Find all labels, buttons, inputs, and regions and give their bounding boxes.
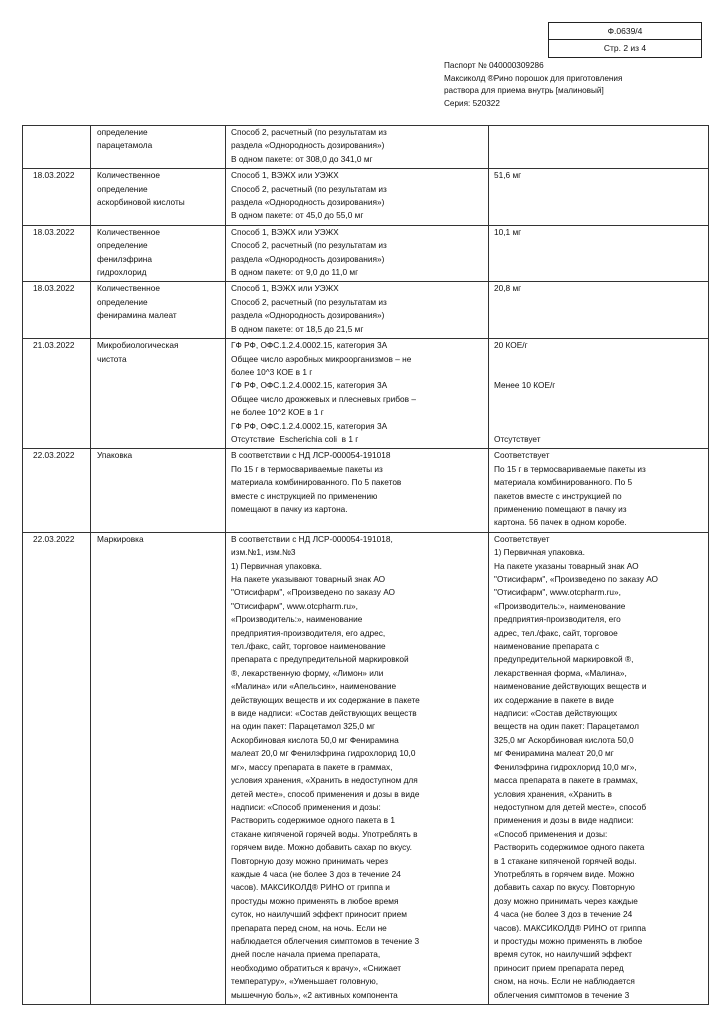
method-line: часов). МАКСИКОЛД® РИНО от гриппа и [231, 882, 390, 893]
test-name-cell [91, 339, 226, 449]
result-cell [489, 169, 709, 226]
result-cell [489, 282, 709, 339]
method-line: надписи: «Способ применения и дозы: [231, 801, 381, 812]
result-line: часов). МАКСИКОЛД® РИНО от гриппа [494, 922, 646, 933]
test-name-cell [91, 532, 226, 1004]
date-cell [23, 532, 91, 1004]
result-line [494, 419, 705, 432]
result-cell [489, 126, 709, 169]
result-line: Отсутствует [494, 433, 541, 444]
method-line: наблюдается облегчения симптомов в течение 3 [231, 935, 420, 946]
test-name-line: гидрохлорид [97, 267, 147, 278]
result-line: «Производитель:», наименование [494, 600, 626, 611]
method-line: На пакете указывают товарный знак АО [231, 574, 386, 584]
result-line: время суток, но наилучший эффект [494, 949, 632, 960]
method-line: простуды можно применять в любое время [231, 895, 399, 906]
test-name-cell [91, 126, 226, 169]
test-name-cell [91, 282, 226, 339]
result-line: пакетов вместе с инструкцией по [494, 490, 622, 501]
method-line: предприятия-производителя, его адрес, [231, 627, 386, 638]
result-cell [489, 339, 709, 449]
result-line: 20,8 мг [494, 283, 522, 294]
result-line: наименование препарата с [494, 641, 600, 652]
method-line: Способ 1, ВЭЖХ или УЭЖХ [231, 170, 339, 181]
method-line: раздела «Однородность дозирования») [231, 140, 385, 151]
result-line: "Отисифарм", «Произведено по заказу АО [494, 574, 659, 584]
result-line: предприятия-производителя, его [494, 614, 621, 625]
result-line: 10,1 мг [494, 226, 522, 237]
form-code-box [548, 22, 702, 58]
test-name-line: чистота [97, 353, 127, 364]
result-line: Растворить содержимое одного пакета [494, 842, 645, 853]
method-line: стакане кипяченой горячей воды. Употреблять в [231, 828, 418, 839]
method-line: раздела «Однородность дозирования») [231, 197, 385, 208]
test-name-line: Микробиологическая [97, 340, 179, 351]
method-cell [226, 282, 489, 339]
result-line: облегчения симптомов в течение 3 [494, 989, 630, 1000]
method-line: Аскорбиновая кислота 50,0 мг Фенирамина [231, 734, 399, 745]
method-line: дней после начала приема препарата, [231, 949, 381, 960]
result-line: масса препарата в пакете в граммах, [494, 775, 638, 786]
passport-number: Паспорт № 040000309286 [444, 61, 544, 70]
method-cell [226, 532, 489, 1004]
test-name-line: определение [97, 240, 148, 251]
result-line: Соответствует [494, 450, 550, 461]
test-name-line: определение [97, 183, 148, 194]
method-line: Способ 2, расчетный (по результатам из [231, 127, 387, 137]
test-name-line: парацетамола [97, 140, 153, 151]
result-line: применению помещают в пачку из [494, 503, 627, 514]
method-line: По 15 г в термосвариваемые пакеты из [231, 463, 383, 474]
method-line: ГФ РФ, ОФС.1.2.4.0002.15, категория 3А [231, 420, 388, 431]
result-line: недоступном для детей месте», способ [494, 801, 647, 812]
result-line: По 15 г в термосвариваемые пакеты из [494, 463, 646, 474]
method-line: детей месте», способ применения и дозы в виде [231, 788, 420, 799]
table-row [23, 339, 709, 449]
result-line: сном, на ночь. Если не наблюдается [494, 976, 635, 987]
method-cell [226, 339, 489, 449]
result-line: 1) Первичная упаковка. [494, 547, 585, 558]
result-line: веществ на один пакет: Парацетамол [494, 721, 639, 732]
result-line: «Способ применения и дозы: [494, 828, 608, 839]
method-line: Способ 1, ВЭЖХ или УЭЖХ [231, 226, 339, 237]
product-name-line-1: Максиколд ®Рино порошок для приготовления [444, 73, 623, 83]
date-text: 21.03.2022 [33, 340, 75, 351]
date-cell [23, 169, 91, 226]
method-line: Растворить содержимое одного пакета в 1 [231, 815, 395, 826]
method-line: Способ 2, расчетный (по результатам из [231, 240, 387, 251]
method-line: каждые 4 часа (не более 3 доз в течение 24 [231, 868, 401, 879]
date-cell [23, 126, 91, 169]
form-code: Ф.0639/4 [549, 23, 701, 40]
date-text: 18.03.2022 [33, 283, 75, 294]
method-line: ГФ РФ, ОФС.1.2.4.0002.15, категория 3А [231, 340, 388, 351]
method-line: ®, лекарственную форму, «Лимон» или [231, 667, 384, 678]
result-line [494, 353, 705, 366]
result-line: 325,0 мг Аскорбиновая кислота 50,0 [494, 734, 634, 745]
table-row [23, 225, 709, 282]
result-cell [489, 225, 709, 282]
table-row [23, 169, 709, 226]
result-line: лекарственная форма, «Малина», [494, 667, 627, 678]
method-line: «Производитель:», наименование [231, 614, 363, 625]
method-line: В одном пакете: от 18,5 до 21,5 мг [231, 323, 364, 334]
result-line: Соответствует [494, 533, 550, 544]
method-line: препарата перед сном, на ночь. Если не [231, 922, 387, 933]
result-line [494, 393, 705, 406]
method-line: изм.№1, изм.№3 [231, 547, 296, 558]
batch-series: Серия: 520322 [444, 98, 500, 108]
result-line: Менее 10 КОЕ/г [494, 380, 556, 391]
date-cell [23, 339, 91, 449]
date-text: 22.03.2022 [33, 533, 75, 544]
result-line: надписи: «Состав действующих [494, 708, 618, 719]
method-line: "Отисифарм", «Произведено по заказу АО [231, 587, 396, 598]
table-row [23, 126, 709, 169]
method-line: раздела «Однородность дозирования») [231, 253, 385, 264]
result-line: их содержание в пакете в виде [494, 694, 614, 705]
method-line: Повторную дозу можно принимать через [231, 855, 389, 866]
result-line: 51,6 мг [494, 170, 522, 181]
method-line: В одном пакете: от 45,0 до 55,0 мг [231, 210, 364, 221]
test-name-line: фенирамина малеат [97, 310, 177, 321]
test-name-cell [91, 169, 226, 226]
method-line: в виде надписи: «Состав действующих веществ [231, 708, 417, 719]
result-line: и простуды можно применять в любое [494, 935, 643, 946]
method-line: малеат 20,0 мг Фенилэфрина гидрохлорид 10,0 [231, 748, 416, 759]
method-line: необходимо обратиться к врачу», «Снижает [231, 962, 402, 973]
table-row [23, 282, 709, 339]
test-name-line: аскорбиновой кислоты [97, 197, 185, 208]
method-line: действующих веществ и их содержание в пакете [231, 694, 420, 705]
result-line [494, 366, 705, 379]
result-line: приносит прием препарата перед [494, 962, 624, 973]
method-line: В соответствии с НД ЛСР-000054-191018, [231, 533, 393, 544]
method-line: 1) Первичная упаковка. [231, 560, 322, 571]
table-row [23, 532, 709, 1004]
test-name-line: Упаковка [97, 450, 133, 461]
date-cell [23, 225, 91, 282]
method-line: более 10^3 КОЕ в 1 г [231, 366, 313, 377]
result-cell [489, 449, 709, 532]
result-cell [489, 532, 709, 1004]
method-line: на один пакет: Парацетамол 325,0 мг [231, 721, 376, 732]
result-line: Фенилэфрина гидрохлорид 10,0 мг», [494, 761, 637, 772]
method-line: Способ 1, ВЭЖХ или УЭЖХ [231, 283, 339, 294]
result-line: условия хранения, «Хранить в [494, 788, 612, 799]
test-name-line: Количественное [97, 283, 160, 294]
method-line: препарата с предупредительной маркировкой [231, 654, 409, 665]
result-line: 20 КОЕ/г [494, 340, 528, 351]
date-cell [23, 449, 91, 532]
method-line: Общее число дрожжевых и плесневых грибов – [231, 393, 416, 404]
result-line: 4 часа (не более 3 доз в течение 24 [494, 909, 633, 920]
table-row [23, 449, 709, 532]
method-line: В одном пакете: от 308,0 до 341,0 мг [231, 153, 373, 164]
test-name-line: Количественное [97, 170, 160, 181]
result-line: адрес, тел./факс, сайт, торговое [494, 627, 618, 638]
test-name-cell [91, 225, 226, 282]
method-line: "Отисифарм", www.otcpharm.ru», [231, 600, 358, 611]
method-line: мышечную боль», «2 активных компонента [231, 989, 398, 1000]
test-name-line: Маркировка [97, 533, 144, 544]
date-cell [23, 282, 91, 339]
method-line: Отсутствие Escherichia coli в 1 г [231, 433, 359, 444]
method-cell [226, 169, 489, 226]
test-name-cell [91, 449, 226, 532]
method-cell [226, 449, 489, 532]
method-line: Способ 2, расчетный (по результатам из [231, 296, 387, 307]
method-line: Способ 2, расчетный (по результатам из [231, 183, 387, 194]
date-text: 18.03.2022 [33, 226, 75, 237]
passport-header [444, 60, 622, 110]
method-cell [226, 126, 489, 169]
result-line: мг Фенирамина малеат 20,0 мг [494, 748, 614, 759]
test-results-table [22, 125, 709, 1005]
method-line: температуру», «Уменьшает головную, [231, 976, 379, 987]
result-line: "Отисифарм", www.otcpharm.ru», [494, 587, 621, 598]
result-line [494, 406, 705, 419]
method-line: «Малина» или «Апельсин», наименование [231, 681, 397, 692]
method-line: помещают в пачку из картона. [231, 503, 348, 514]
test-name-line: определение [97, 127, 148, 137]
result-line: На пакете указаны товарный знак АО [494, 560, 639, 571]
result-line: наименование действующих веществ и [494, 681, 647, 692]
method-line: мг», массу препарата в пакете в граммах, [231, 761, 393, 772]
result-line: применения и дозы в виде надписи: [494, 815, 634, 826]
result-line: добавить сахар по вкусу. Повторную [494, 882, 635, 893]
test-name-line: определение [97, 296, 148, 307]
date-text: 22.03.2022 [33, 450, 75, 461]
page-number: Стр. 2 из 4 [603, 43, 647, 53]
method-line: горячем виде. Можно добавить сахар по вкусу. [231, 842, 412, 853]
date-text: 18.03.2022 [33, 170, 75, 181]
method-line: не более 10^2 КОЕ в 1 г [231, 407, 324, 418]
method-line: материала комбинированного. По 5 пакетов [231, 477, 402, 488]
test-name-line: фенилэфрина [97, 253, 153, 264]
result-line: картона. 56 пачек в одном коробе. [494, 517, 627, 528]
result-line: предупредительной маркировкой ®, [494, 654, 634, 665]
result-line: в 1 стакане кипяченой горячей воды. [494, 855, 637, 866]
test-results-body [23, 126, 709, 1005]
method-line: В соответствии с НД ЛСР-000054-191018 [231, 450, 391, 461]
method-line: Общее число аэробных микроорганизмов – не [231, 353, 412, 364]
method-line: тел./факс, сайт, торговое наименование [231, 641, 386, 652]
method-line: ГФ РФ, ОФС.1.2.4.0002.15, категория 3А [231, 380, 388, 391]
method-line: условия хранения, «Хранить в недоступном для [231, 775, 418, 786]
method-line: суток, но наилучший эффект приносит прием [231, 909, 407, 920]
result-line: материала комбинированного. По 5 [494, 477, 633, 488]
method-cell [226, 225, 489, 282]
result-line: Употреблять в горячем виде. Можно [494, 868, 635, 879]
product-name-line-2: раствора для приема внутрь [малиновый] [444, 86, 604, 95]
method-line: раздела «Однородность дозирования») [231, 310, 385, 321]
method-line: вместе с инструкцией по применению [231, 490, 378, 501]
method-line: В одном пакете: от 9,0 до 11,0 мг [231, 267, 359, 278]
result-line: дозу можно принимать через каждые [494, 895, 638, 906]
test-name-line: Количественное [97, 226, 160, 237]
